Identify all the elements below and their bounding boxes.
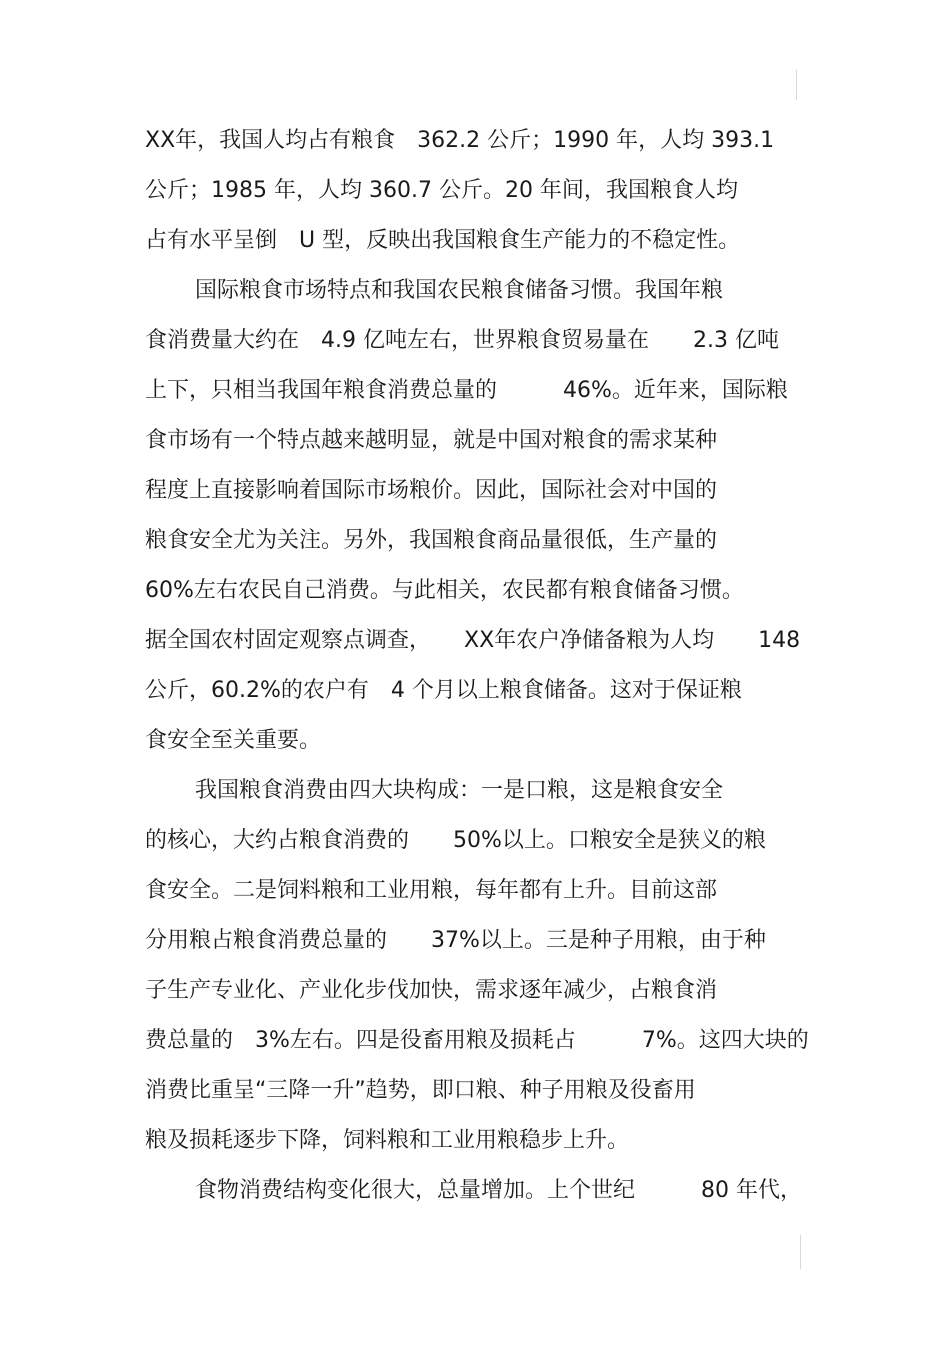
text-line: 分用粮占粮食消费总量的 37%以上。三是种子用粮，由于种 [145, 928, 766, 953]
text-line: 子生产专业化、产业化步伐加快，需求逐年减少，占粮食消 [145, 978, 718, 1003]
text-line: 食消费量大约在 4.9 亿吨左右，世界粮食贸易量在 2.3 亿吨 [145, 328, 779, 353]
text-line: 程度上直接影响着国际市场粮价。因此，国际社会对中国的 [145, 478, 718, 503]
text-line: 费总量的 3%左右。四是役畜用粮及损耗占 7%。这四大块的 [145, 1028, 809, 1053]
text-line: 食市场有一个特点越来越明显，就是中国对粮食的需求某种 [145, 428, 718, 453]
text-line: 食安全至关重要。 [145, 728, 322, 753]
paragraph-start-line: 国际粮食市场特点和我国农民粮食储备习惯。我国年粮 [195, 278, 724, 303]
paragraph-start-line: 食物消费结构变化很大，总量增加。上个世纪 80 年代， [195, 1178, 802, 1203]
text-line: 占有水平呈倒 U 型，反映出我国粮食生产能力的不稳定性。 [145, 228, 741, 253]
text-line: 上下，只相当我国年粮食消费总量的 46%。近年来，国际粮 [145, 378, 788, 403]
paragraph-start-line: 我国粮食消费由四大块构成：一是口粮，这是粮食安全 [195, 778, 724, 803]
text-line: 消费比重呈“三降一升”趋势，即口粮、种子用粮及役畜用 [145, 1078, 696, 1103]
text-line: 粮食安全尤为关注。另外，我国粮食商品量很低，生产量的 [145, 528, 718, 553]
text-line: 公斤，60.2%的农户有 4 个月以上粮食储备。这对于保证粮 [145, 678, 742, 703]
text-line: 60%左右农民自己消费。与此相关，农民都有粮食储备习惯。 [145, 578, 744, 603]
margin-mark-bottom [800, 1235, 801, 1269]
text-line: 粮及损耗逐步下降，饲料粮和工业用粮稳步上升。 [145, 1128, 630, 1153]
text-line: 公斤；1985 年，人均 360.7 公斤。20 年间，我国粮食人均 [145, 178, 738, 203]
margin-mark-top [796, 70, 797, 100]
text-line: XX年，我国人均占有粮食 362.2 公斤；1990 年，人均 393.1 [145, 128, 775, 153]
text-line: 据全国农村固定观察点调查， XX年农户净储备粮为人均 148 [145, 628, 801, 653]
text-line: 食安全。二是饲料粮和工业用粮，每年都有上升。目前这部 [145, 878, 718, 903]
text-line: 的核心，大约占粮食消费的 50%以上。口粮安全是狭义的粮 [145, 828, 766, 853]
